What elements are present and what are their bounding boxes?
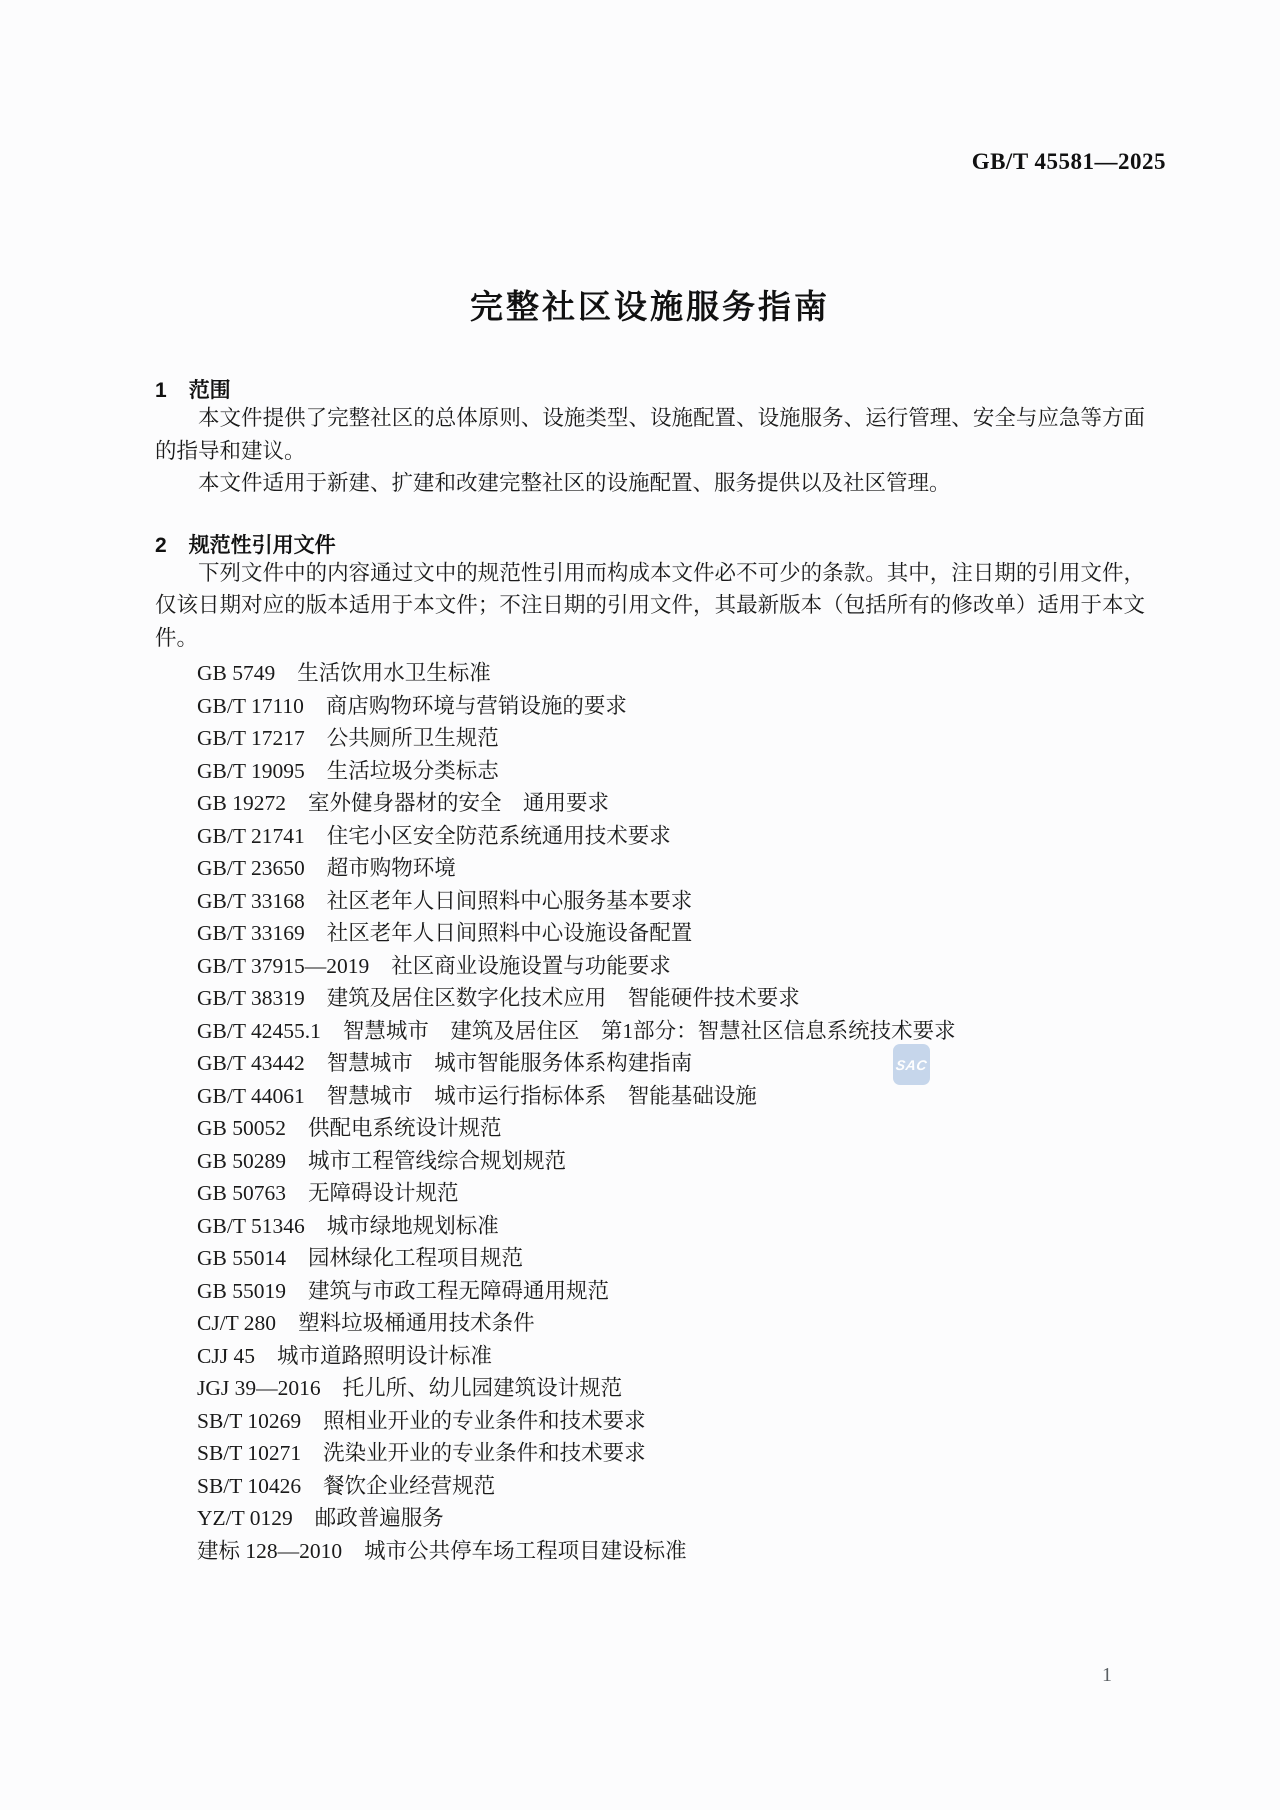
reference-title: 园林绿化工程项目规范 <box>308 1246 524 1270</box>
reference-code: GB 19272 <box>197 791 286 815</box>
reference-title: 邮政普遍服务 <box>314 1506 444 1530</box>
reference-code: CJ/T 280 <box>197 1311 277 1335</box>
reference-code: GB 5749 <box>197 661 276 685</box>
reference-code: GB 50289 <box>197 1148 286 1173</box>
reference-item <box>155 1372 1145 1405</box>
reference-item <box>155 1535 1145 1568</box>
reference-title: 无障碍设计规范 <box>308 1181 459 1205</box>
reference-item <box>155 852 1145 885</box>
section-number: 2 <box>155 533 167 557</box>
reference-code: GB/T 33169 <box>197 921 305 945</box>
section-heading-text: 范围 <box>188 379 231 402</box>
reference-item <box>155 722 1145 755</box>
standard-code: GB/T 45581—2025 <box>971 149 1166 174</box>
reference-title: 室外健身器材的安全 通用要求 <box>308 791 610 815</box>
reference-title: 社区老年人日间照料中心服务基本要求 <box>326 888 693 913</box>
reference-item <box>155 1242 1145 1275</box>
reference-title: 社区老年人日间照料中心设施设备配置 <box>326 921 693 945</box>
reference-item <box>155 820 1145 853</box>
reference-code: GB/T 17110 <box>197 693 304 718</box>
reference-item <box>155 1340 1145 1373</box>
reference-title: 城市道路照明设计标准 <box>276 1343 492 1368</box>
reference-code: GB/T 38319 <box>197 986 305 1010</box>
reference-item <box>155 1210 1145 1243</box>
reference-code: GB/T 33168 <box>197 888 305 913</box>
reference-title: 塑料垃圾桶通用技术条件 <box>298 1311 535 1335</box>
reference-title: 城市公共停车场工程项目建设标准 <box>364 1538 687 1563</box>
reference-item <box>155 917 1145 950</box>
reference-code: CJJ 45 <box>197 1343 255 1368</box>
reference-title: 建筑及居住区数字化技术应用 智能硬件技术要求 <box>326 986 800 1010</box>
reference-item <box>155 982 1145 1015</box>
reference-code: SB/T 10269 <box>197 1408 302 1433</box>
reference-title: 智慧城市 城市智能服务体系构建指南 <box>326 1051 693 1075</box>
reference-code: GB/T 21741 <box>197 823 305 848</box>
reference-code: GB/T 51346 <box>197 1213 305 1238</box>
reference-title: 照相业开业的专业条件和技术要求 <box>323 1408 646 1433</box>
section-scope <box>155 380 1145 500</box>
paragraph: 本文件提供了完整社区的总体原则、设施类型、设施配置、设施服务、运行管理、安全与应急等方面的指导和建议。 <box>155 406 1145 463</box>
reference-title: 洗染业开业的专业条件和技术要求 <box>323 1441 646 1465</box>
reference-item <box>155 1015 1145 1048</box>
reference-title: 公共厕所卫生规范 <box>326 726 499 750</box>
reference-code: SB/T 10426 <box>197 1473 302 1498</box>
page-number: 1 <box>1102 1664 1112 1686</box>
reference-title: 社区商业设施设置与功能要求 <box>391 953 671 978</box>
reference-item <box>155 1405 1145 1438</box>
reference-title: 托儿所、幼儿园建筑设计规范 <box>342 1376 623 1400</box>
reference-code: GB/T 44061 <box>197 1083 305 1108</box>
reference-title: 住宅小区安全防范系统通用技术要求 <box>326 823 671 848</box>
reference-item <box>155 1112 1145 1145</box>
reference-title: 商店购物环境与营销设施的要求 <box>325 693 627 718</box>
reference-code: 建标 128—2010 <box>197 1538 343 1563</box>
reference-code: GB 50052 <box>197 1116 286 1140</box>
sac-watermark-text: SAC <box>894 1056 929 1073</box>
document-body <box>155 380 1145 1567</box>
reference-title: 超市购物环境 <box>326 856 456 880</box>
reference-item <box>155 1470 1145 1503</box>
reference-code: GB 55019 <box>197 1278 286 1303</box>
paragraph: 本文件适用于新建、扩建和改建完整社区的设施配置、服务提供以及社区管理。 <box>198 471 951 495</box>
document-title: 完整社区设施服务指南 <box>470 288 830 326</box>
reference-item <box>155 1145 1145 1178</box>
reference-item <box>155 1047 1145 1080</box>
reference-title: 餐饮企业经营规范 <box>323 1473 496 1498</box>
reference-title: 生活垃圾分类标志 <box>326 758 499 783</box>
reference-item <box>155 787 1145 820</box>
reference-item <box>155 690 1145 723</box>
paragraph: 下列文件中的内容通过文中的规范性引用而构成本文件必不可少的条款。其中，注日期的引用文件，仅该日期对应的版本适用于本文件；不注日期的引用文件，其最新版本（包括所有的修改单）适用于本文件。 <box>155 560 1145 650</box>
sac-watermark <box>893 1044 930 1085</box>
reference-item <box>155 1080 1145 1113</box>
reference-code: GB/T 42455.1 <box>197 1018 321 1043</box>
reference-title: 城市工程管线综合规划规范 <box>308 1148 567 1173</box>
reference-item <box>155 1177 1145 1210</box>
reference-item <box>155 1502 1145 1535</box>
reference-code: SB/T 10271 <box>197 1441 302 1465</box>
reference-title: 供配电系统设计规范 <box>308 1116 502 1140</box>
reference-code: GB/T 17217 <box>197 726 305 750</box>
reference-item <box>155 1307 1145 1340</box>
section-normative-references-heading <box>155 535 1145 557</box>
reference-item <box>155 657 1145 690</box>
reference-item <box>155 1437 1145 1470</box>
reference-code: YZ/T 0129 <box>197 1506 293 1530</box>
reference-list <box>155 657 1145 1567</box>
reference-code: GB/T 37915—2019 <box>197 953 370 978</box>
reference-title: 建筑与市政工程无障碍通用规范 <box>308 1278 610 1303</box>
section-normative-references <box>155 535 1145 1568</box>
reference-code: GB/T 43442 <box>197 1051 305 1075</box>
reference-code: GB/T 19095 <box>197 758 305 783</box>
reference-title: 城市绿地规划标准 <box>326 1213 499 1238</box>
section-scope-heading <box>155 380 1145 402</box>
reference-title: 智慧城市 城市运行指标体系 智能基础设施 <box>326 1083 757 1108</box>
reference-item <box>155 1275 1145 1308</box>
section-number: 1 <box>155 379 167 402</box>
section-heading-text: 规范性引用文件 <box>188 533 336 557</box>
reference-code: GB 55014 <box>197 1246 286 1270</box>
reference-item <box>155 755 1145 788</box>
reference-code: JGJ 39—2016 <box>197 1376 321 1400</box>
reference-title: 智慧城市 建筑及居住区 第1部分：智慧社区信息系统技术要求 <box>342 1018 956 1043</box>
reference-code: GB/T 23650 <box>197 856 305 880</box>
reference-item <box>155 950 1145 983</box>
reference-code: GB 50763 <box>197 1181 286 1205</box>
reference-item <box>155 885 1145 918</box>
reference-title: 生活饮用水卫生标准 <box>297 661 491 685</box>
